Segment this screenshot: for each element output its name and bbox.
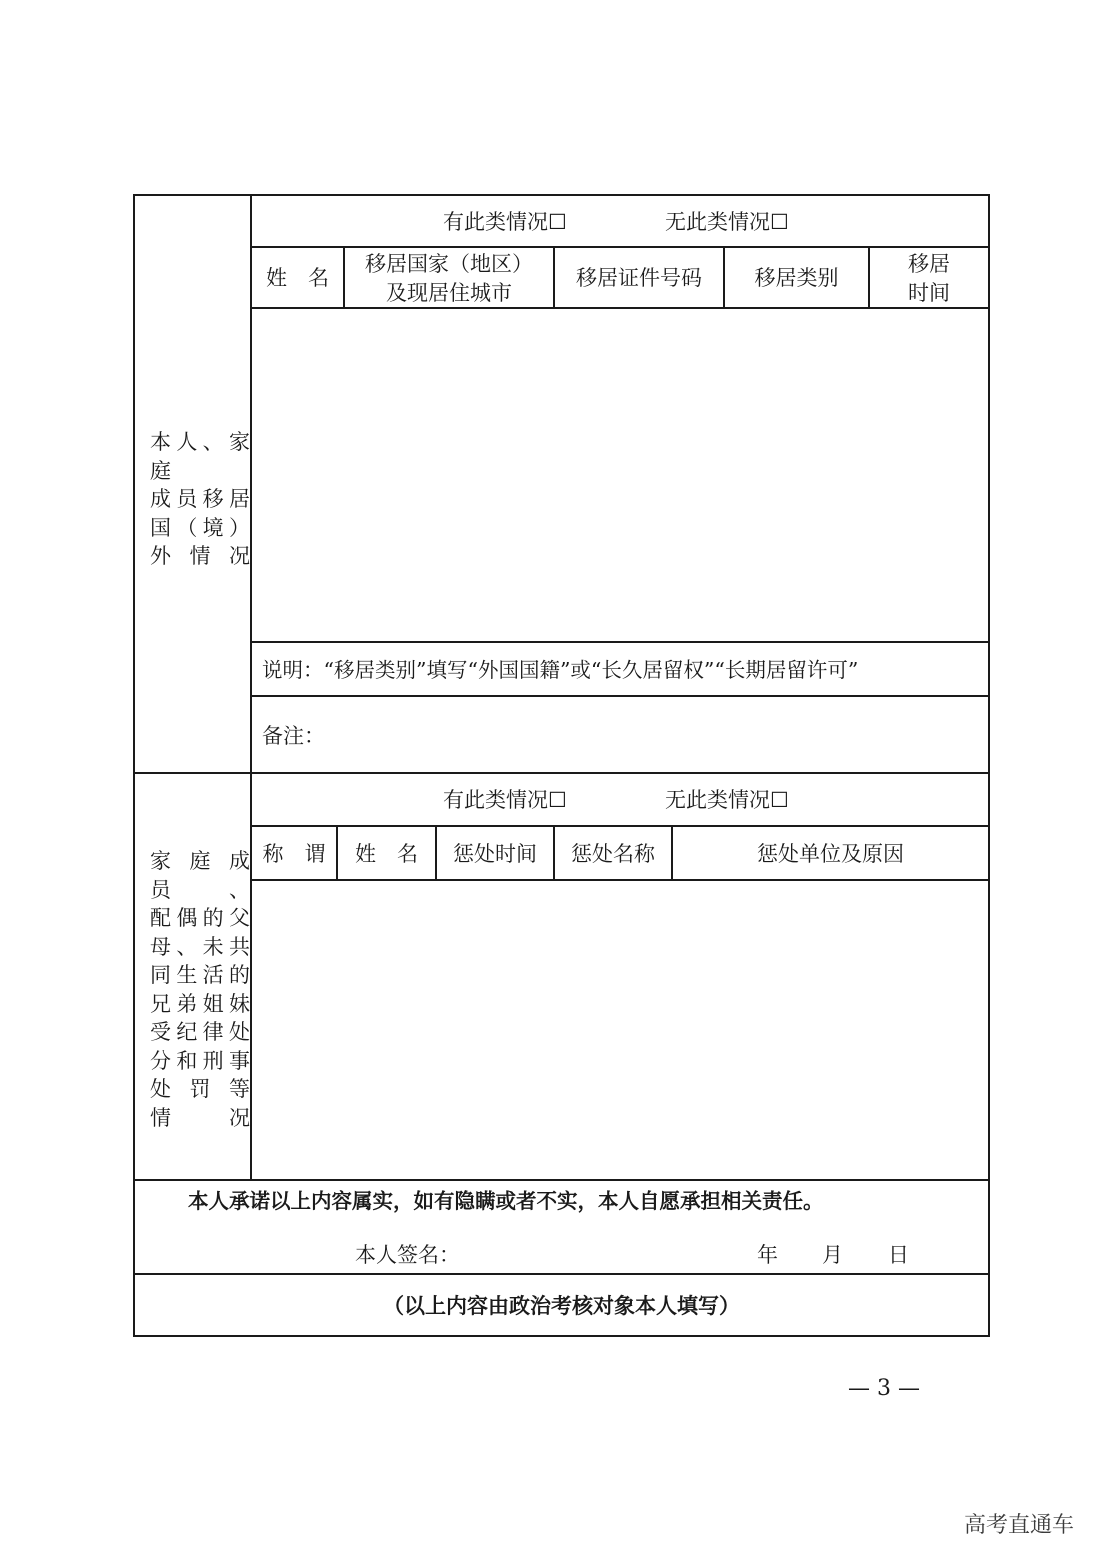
instruction-note: 说明：“移居类别”填写“外国国籍”或“长久居留权”“长期居留许可” [262, 658, 859, 682]
section1-label-line: 外情况 [150, 544, 250, 568]
header-punish-time: 惩处时间 [453, 842, 537, 866]
divider [251, 641, 989, 643]
section2-label-line: 受纪律处 [150, 1020, 250, 1044]
no-situation-checkbox[interactable]: 无此类情况☐ [665, 210, 789, 234]
header-name: 姓 名 [266, 266, 329, 290]
header-name: 姓 名 [355, 842, 418, 866]
divider [134, 1179, 989, 1181]
divider [134, 1273, 989, 1275]
header-country-line2: 及现居住城市 [386, 281, 512, 305]
has-situation-checkbox[interactable]: 有此类情况☐ [443, 788, 567, 812]
date-year-label: 年 [757, 1243, 778, 1267]
divider [251, 246, 989, 248]
has-situation-checkbox[interactable]: 有此类情况☐ [443, 210, 567, 234]
section2-label-line: 母、未共 [150, 934, 250, 959]
header-relation: 称 谓 [262, 842, 326, 866]
header-cert-number: 移居证件号码 [576, 266, 702, 290]
section2-label-line: 分和刑事 [150, 1048, 250, 1073]
header-punish-unit-reason: 惩处单位及原因 [757, 842, 904, 866]
header-time-line2: 时间 [908, 281, 950, 305]
emigration-entry-area[interactable] [252, 309, 988, 641]
page-number: — 3 — [848, 1376, 920, 1401]
signature-label: 本人签名： [355, 1243, 460, 1267]
divider [251, 825, 989, 827]
header-category: 移居类别 [754, 266, 839, 290]
section2-label-line: 家庭成员、 [150, 849, 250, 902]
table-border-left [133, 194, 135, 1337]
remarks-field[interactable] [320, 697, 988, 772]
section1-label-line: 本人、家庭 [150, 430, 250, 483]
watermark-text: 高考直通车 [964, 1513, 1075, 1538]
section2-label-line: 情况 [150, 1105, 250, 1130]
header-punish-name: 惩处名称 [571, 842, 655, 866]
no-situation-checkbox[interactable]: 无此类情况☐ [665, 788, 789, 812]
section1-label-line: 成员移居 [150, 487, 250, 511]
section2-label [150, 847, 250, 1132]
header-country-line1: 移居国家（地区） [365, 252, 533, 276]
section2-label-line: 处罚等 [150, 1077, 250, 1101]
pledge-statement: 本人承诺以上内容属实，如有隐瞒或者不实，本人自愿承担相关责任。 [188, 1189, 824, 1213]
table-border-top [133, 194, 990, 196]
remarks-label: 备注： [262, 724, 325, 748]
footer-note: （以上内容由政治考核对象本人填写） [383, 1293, 740, 1318]
date-day-label: 日 [888, 1243, 909, 1267]
section2-label-line: 兄弟姐妹 [150, 991, 250, 1016]
table-border-right [988, 194, 990, 1337]
section-divider [134, 772, 989, 774]
section2-label-line: 配偶的父 [150, 906, 250, 930]
section2-label-line: 同生活的 [150, 963, 250, 987]
table-border-bottom [133, 1335, 990, 1337]
discipline-entry-area[interactable] [252, 881, 988, 1179]
section1-label [150, 428, 250, 571]
header-time-line1: 移居 [908, 252, 950, 276]
section1-label-line: 国（境） [150, 515, 250, 540]
date-month-label: 月 [822, 1243, 843, 1267]
signature-field[interactable] [460, 1238, 730, 1270]
